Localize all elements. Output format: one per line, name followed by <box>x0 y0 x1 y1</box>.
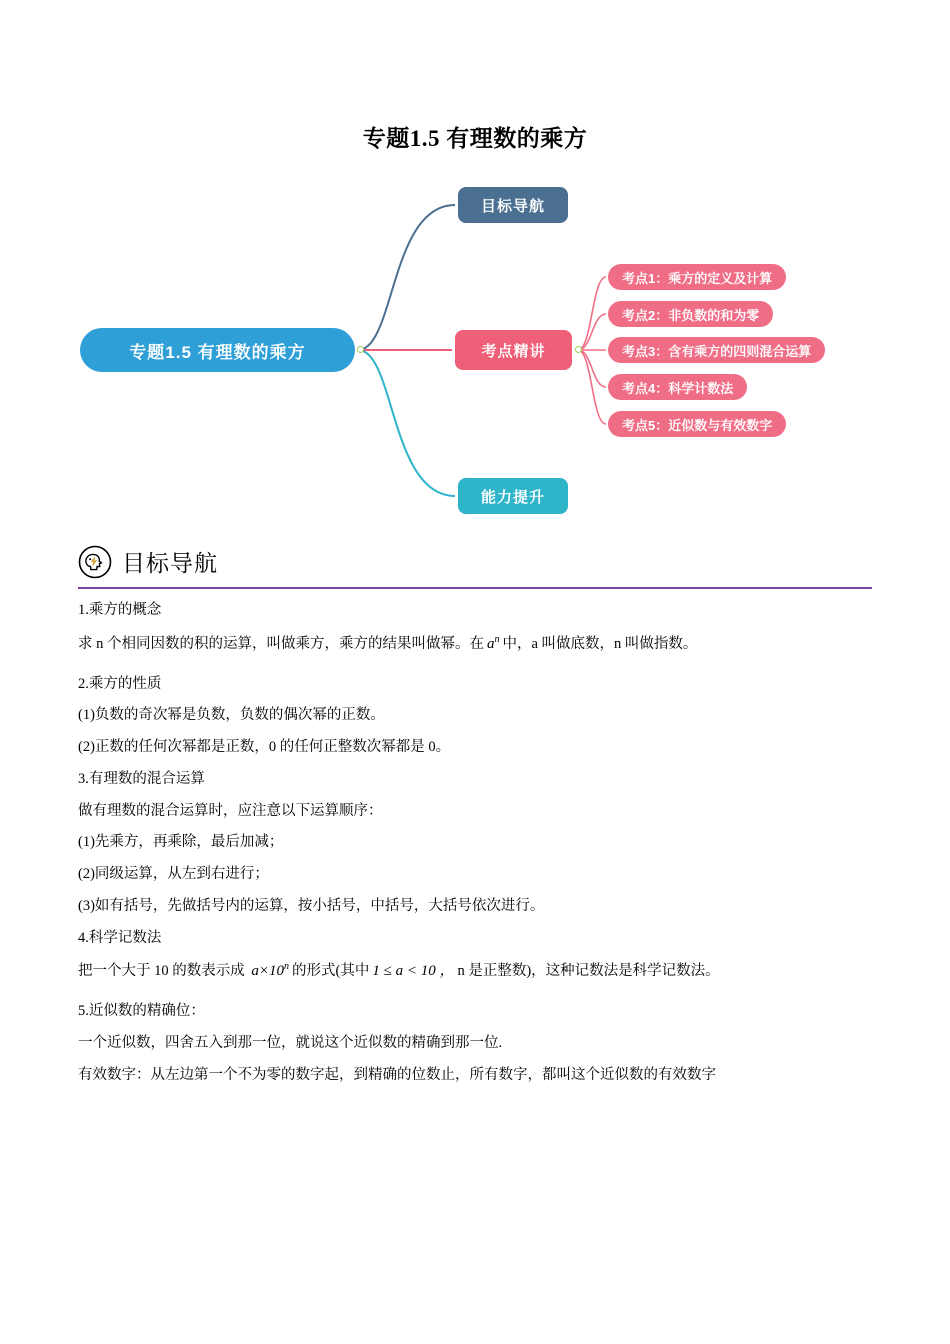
paragraph-8-part-b: 的形式(其中 <box>292 963 370 980</box>
paragraph-2: (1)负数的奇次幂是负数，负数的偶次幂的正数。 <box>78 707 385 724</box>
formula-exponent: n <box>494 633 500 645</box>
formula-scientific-notation <box>248 959 292 983</box>
heading-5: 5.近似数的精确位： <box>78 1003 205 1019</box>
paragraph-1 <box>78 632 878 656</box>
mindmap-connector-dot-root <box>357 346 364 353</box>
mindmap-branch-goal[interactable]: 目标导航 <box>458 187 568 223</box>
formula-sn-exponent: n <box>284 961 289 973</box>
paragraph-1-part-a: 求 n 个相同因数的积的运算，叫做乘方，乘方的结果叫做幂。在 <box>78 635 484 652</box>
heading-2: 2.乘方的性质 <box>78 675 162 692</box>
paragraph-10: 有效数字：从左边第一个不为零的数字起，到精确的位数止，所有数字，都叫这个近似数的有效数字 <box>78 1066 716 1083</box>
formula-sn-base: a×10 <box>251 963 284 980</box>
section-body <box>78 600 878 1096</box>
section-divider <box>78 587 872 589</box>
paragraph-7: (3)如有括号，先做括号内的运算，按小括号，中括号，大括号依次进行。 <box>78 897 545 914</box>
mindmap-keypoint-4[interactable]: 考点4：科学计数法 <box>608 374 747 400</box>
formula-a-range: 1 ≤ a < 10 ， <box>372 963 455 980</box>
paragraph-3: (2)正数的任何次幂都是正数，0 的任何正整数次幂都是 0。 <box>78 739 451 755</box>
section-header-goal <box>78 543 872 589</box>
mindmap-keypoint-1[interactable]: 考点1：乘方的定义及计算 <box>608 264 786 290</box>
formula-base: a <box>487 635 495 652</box>
paragraph-9: 一个近似数，四舍五入到那一位，就说这个近似数的精确到那一位. <box>78 1034 503 1051</box>
paragraph-5: (1)先乘方，再乘除，最后加减； <box>78 834 284 851</box>
mindmap-keypoint-3[interactable]: 考点3：含有乘方的四则混合运算 <box>608 337 825 363</box>
formula-a-power-n <box>484 632 503 656</box>
mindmap-keypoint-2[interactable]: 考点2：非负数的和为零 <box>608 301 773 327</box>
paragraph-8-part-c: n 是正整数)，这种记数法是科学记数法。 <box>457 963 720 980</box>
paragraph-4: 做有理数的混合运算时，应注意以下运算顺序： <box>78 802 383 819</box>
mindmap-branch-ability[interactable]: 能力提升 <box>458 478 568 514</box>
mindmap-branch-focus[interactable]: 考点精讲 <box>455 330 572 370</box>
paragraph-6: (2)同级运算，从左到右进行； <box>78 866 269 882</box>
head-lightbulb-icon <box>78 545 112 579</box>
mindmap-connector-dot-focus <box>575 346 582 353</box>
heading-3: 3.有理数的混合运算 <box>78 770 205 787</box>
mindmap <box>0 170 950 535</box>
mindmap-keypoint-5[interactable]: 考点5：近似数与有效数字 <box>608 411 786 437</box>
paragraph-8 <box>78 959 878 983</box>
page-title: 专题1.5 有理数的乘方 <box>362 126 588 151</box>
heading-4: 4.科学记数法 <box>78 929 162 946</box>
paragraph-8-part-a: 把一个大于 10 的数表示成 <box>78 963 245 980</box>
section-title: 目标导航 <box>122 550 218 576</box>
paragraph-1-part-b: 中，a 叫做底数，n 叫做指数。 <box>502 635 698 652</box>
mindmap-root-node[interactable]: 专题1.5 有理数的乘方 <box>80 328 355 372</box>
heading-1: 1.乘方的概念 <box>78 602 162 618</box>
